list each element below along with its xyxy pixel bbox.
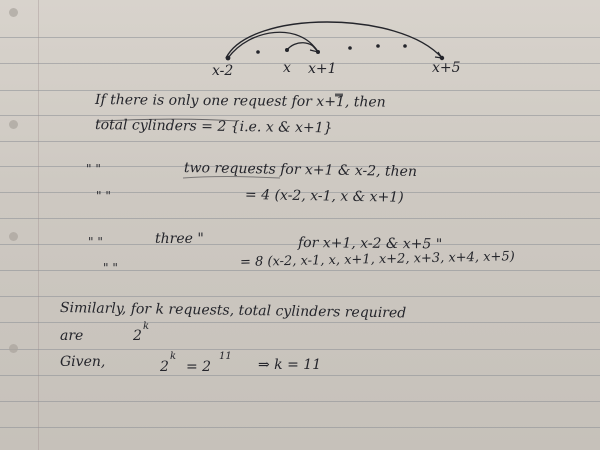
line-8-are: are: [60, 328, 84, 344]
line-9-equals: = 2: [186, 359, 212, 375]
line-9-lhs-exponent: k: [170, 351, 177, 362]
line-9-result: ⇒ k = 11: [258, 357, 322, 373]
line-1-one-request: If there is only one request for x+1, then: [94, 92, 386, 111]
ditto-marks: " ": [86, 162, 101, 176]
line-9-given: Given,: [60, 354, 106, 370]
point-x+3: [376, 44, 380, 48]
ditto-marks: " ": [103, 261, 118, 275]
label-x: x: [283, 60, 291, 76]
point-x-2: [226, 56, 231, 61]
line-2-total-cylinders: total cylinders = 2 {i.e. x & x+1}: [94, 117, 333, 137]
line-9-lhs: 2: [160, 359, 169, 375]
point-x+2: [348, 46, 352, 50]
point-x: [285, 48, 289, 52]
point-x+4: [403, 44, 407, 48]
line-8-two: 2: [133, 328, 142, 344]
line-5-three-requests: for x+1, x-2 & x+5 ": [297, 235, 443, 253]
label-x+1: x+1: [308, 61, 337, 77]
ditto-marks: " ": [96, 189, 111, 203]
label-x-2: x-2: [212, 63, 234, 79]
ditto-marks: " ": [88, 235, 103, 249]
line-6-eight-cylinders: = 8 (x-2, x-1, x, x+1, x+2, x+3, x+4, x+5): [239, 249, 515, 270]
line-9-rhs-exponent: 11: [219, 351, 232, 362]
line-3-two-requests: two requests for x+1 & x-2, then: [183, 160, 418, 181]
line-5-three: three ": [155, 231, 204, 247]
line-7-k-requests: Similarly, for k requests, total cylinders required: [59, 300, 407, 322]
point-x-1: [256, 50, 260, 54]
label-x+5: x+5: [432, 60, 461, 76]
line-4-four-cylinders: = 4 (x-2, x-1, x & x+1): [244, 187, 404, 206]
arc-x-2-to-x+1: [228, 32, 318, 58]
line-8-exponent: k: [143, 321, 150, 332]
